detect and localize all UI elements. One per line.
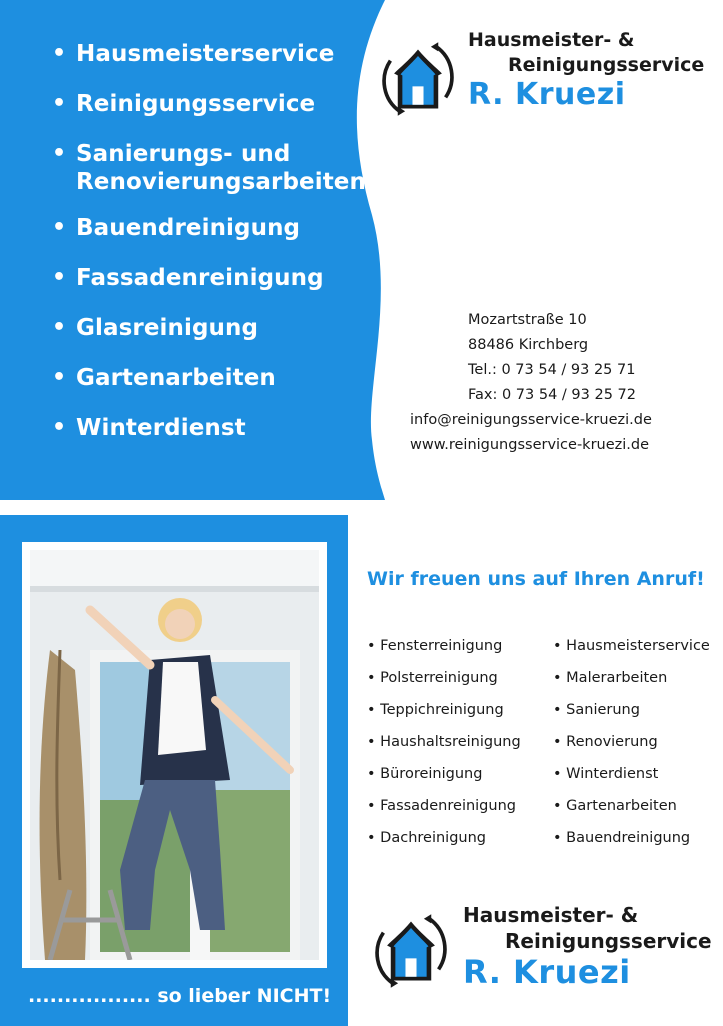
service-item: • Winterdienst (553, 758, 710, 790)
service-item: • Fensterreinigung (367, 630, 521, 662)
contact-city: 88486 Kirchberg (468, 337, 589, 353)
service-item: • Hausmeisterservice (52, 40, 366, 68)
service-item: • Dachreinigung (367, 822, 521, 854)
contact-block (410, 308, 700, 458)
contact-fax: Fax: 0 73 54 / 93 25 72 (468, 387, 636, 403)
house-cycle-arrows-icon (372, 33, 464, 125)
photo-panel (0, 515, 348, 1026)
service-item (52, 140, 366, 196)
logo-title-line2: Reinigungsservice (508, 54, 705, 76)
contact-phone: Tel.: 0 73 54 / 93 25 71 (468, 362, 636, 378)
service-item: • Malerarbeiten (553, 662, 710, 694)
contact-website-link[interactable]: www.reinigungsservice-kruezi.de (410, 437, 650, 453)
services-list-left (367, 630, 521, 854)
service-item: • Sanierung (553, 694, 710, 726)
service-item: • Haushaltsreinigung (367, 726, 521, 758)
contact-email-link[interactable]: info@reinigungsservice-kruezi.de (410, 412, 652, 428)
logo-company-name: R. Kruezi (468, 77, 626, 112)
logo-title-line1: Hausmeister- & (463, 903, 639, 927)
service-item: • Reinigungsservice (52, 90, 366, 118)
service-item-line: Renovierungsarbeiten (76, 169, 366, 195)
service-item: • Fassadenreinigung (52, 264, 366, 292)
company-logo-bottom (365, 897, 710, 1007)
service-item: • Glasreinigung (52, 314, 366, 342)
service-item: • Bauendreinigung (553, 822, 710, 854)
service-item: • Bauendreinigung (52, 214, 366, 242)
service-item: • Hausmeisterservice (553, 630, 710, 662)
service-item: • Winterdienst (52, 414, 366, 442)
service-item: • Büroreinigung (367, 758, 521, 790)
call-to-action-heading: Wir freuen uns auf Ihren Anruf! (367, 568, 705, 590)
house-cycle-arrows-icon (365, 905, 457, 997)
main-services-list (52, 40, 366, 464)
service-item: • Renovierung (553, 726, 710, 758)
service-item: • Gartenarbeiten (52, 364, 366, 392)
service-item-line: Sanierungs- und (76, 141, 291, 167)
company-logo-top (372, 25, 705, 135)
service-item: • Fassadenreinigung (367, 790, 521, 822)
contact-street: Mozartstraße 10 (468, 312, 587, 328)
services-list-right (553, 630, 710, 854)
logo-title-line1: Hausmeister- & (468, 29, 635, 51)
photo-caption: ................. so lieber NICHT! (28, 985, 332, 1007)
service-item: • Gartenarbeiten (553, 790, 710, 822)
photo-frame (22, 542, 327, 968)
service-item: • Polsterreinigung (367, 662, 521, 694)
logo-title-line2: Reinigungsservice (505, 929, 712, 953)
woman-falling-ladder-photo (30, 550, 319, 960)
logo-company-name: R. Kruezi (463, 953, 631, 991)
service-item: • Teppichreinigung (367, 694, 521, 726)
